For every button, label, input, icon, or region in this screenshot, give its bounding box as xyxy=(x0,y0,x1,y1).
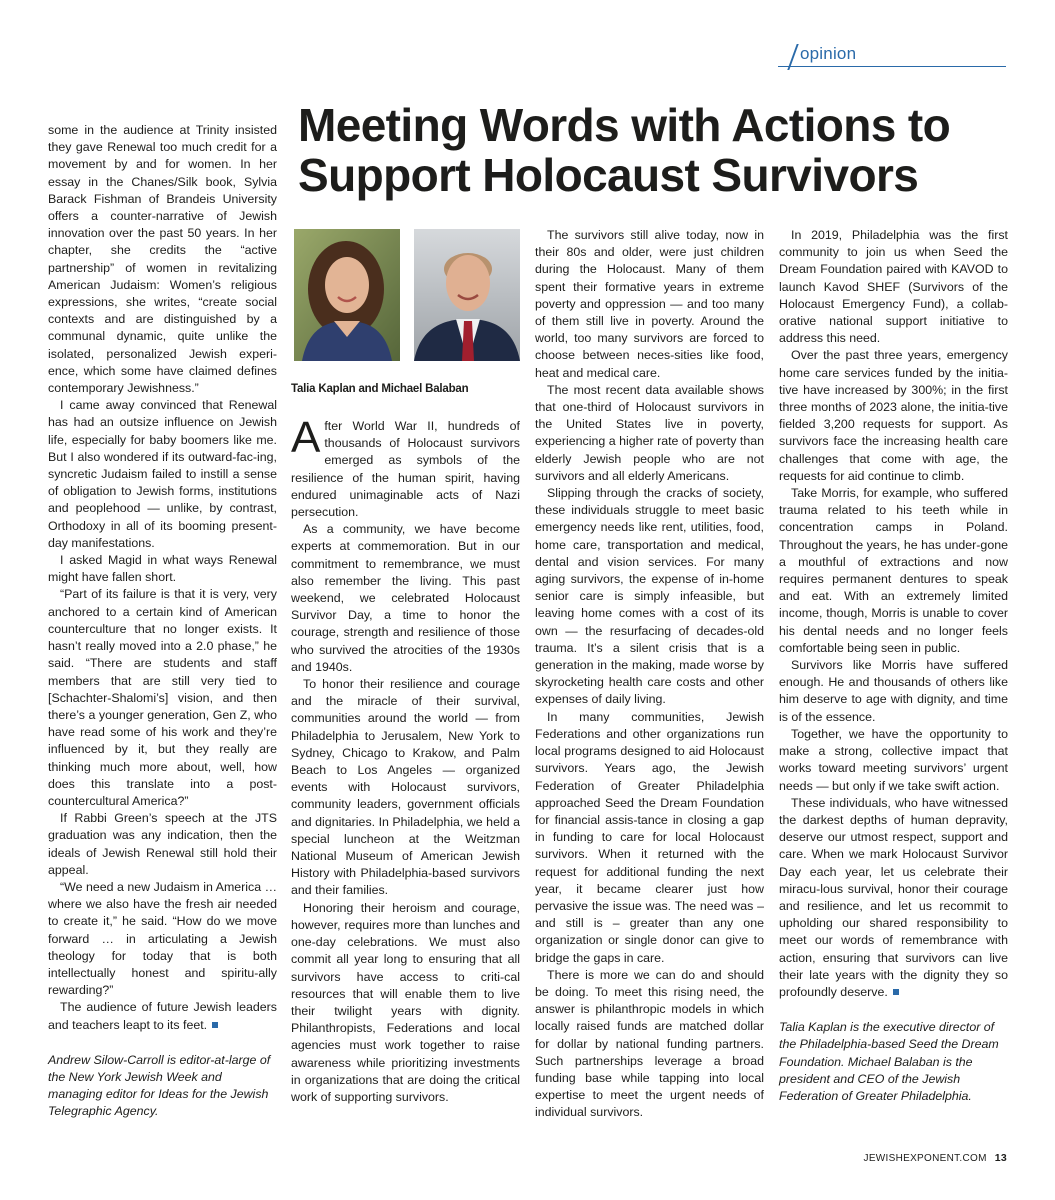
paragraph: Slipping through the cracks of society, these individuals struggle to meet basic emergency needs like rent, utilities, food, home care, transportation and medical, dental and vision services. For many aging survivors, the expense of in-home senior care is simply infeasible, but leaving home comes with a cost of its own — the resurfacing of decades-old trauma. It’s a silent crisis that is a generation in the making, made worse by skyrocketing health care costs and other expenses of daily living. xyxy=(535,486,764,707)
paragraph: The most recent data available shows that one-third of Holocaust survivors in the United States live in poverty, experiencing a higher rate of poverty than elderly Jewish people who are not survivors and all elderly Americans. xyxy=(535,382,764,483)
article-column-2 xyxy=(535,227,764,1122)
page-footer xyxy=(864,1152,1007,1164)
paragraph: I asked Magid in what ways Renewal might have fallen short. xyxy=(48,553,277,585)
paragraph: Honoring their heroism and courage, however, requires more than lunches and one-day celebrations. We must also commit all year long to ensuring that all survivors have access to criti-cal resources that will enable them to live their twilight years with dignity. Philanthropists, Federations and local agencies must work together to raise awareness while prioritizing investments in organizations that are doing the critical work of supporting survivors. xyxy=(291,900,520,1104)
paragraph-text: These individuals, who have witnessed the darkest depths of human depravity, deserve our utmost respect, support and care. When we mark Holocaust Survivor Day each year, let us celebrate their miracu-lous survival, honor their courage and resilience, and let us recommit to upholding our shared responsibility to meet our words of remembrance with action, ensuring that survivors can live their late years with the dignity they so profoundly deserve. xyxy=(779,795,1008,999)
paragraph: I came away convinced that Renewal has had an outsize influence on Jewish life, especially for baby boomers like me. But I also wondered if its outward-fac-ing, syncretic Judaism failed to instill a sense of obligation to Jewish forms, institutions and peoplehood — unlike, by contrast, Orthodoxy in all of its booming present-day manifestations. xyxy=(48,398,277,550)
section-header xyxy=(778,42,1006,70)
lead-paragraph xyxy=(291,413,520,521)
end-mark-icon xyxy=(893,989,899,995)
paragraph: In many communities, Jewish Federations and other organizations run local programs designed to aid Holocaust survivors. Years ago, the Jewish Federation of Greater Philadelphia approached Seed the Dream Foundation for financial assis-tance in closing a gap in funding to care for local Holocaust survivors. When it returned with the request for additional funding the next year, it became clearer just how pervasive the issue was. The need was – and still is – greater than any one organization or single donor can give to bridge the gaps in care. xyxy=(535,709,764,965)
section-label: opinion xyxy=(800,44,857,63)
paragraph: “Part of its failure is that it is very, very anchored to a certain kind of American counterculture that no longer exists. It hasn’t really moved into a 2.0 phase,” he said. “There are students and staff members that are still very tied to [Schachter-Shalomi’s] vision, and then there’s a younger generation, Gen Z, who have read some of his work and they’re influenced by it, but they really are thinking much more about, well, how does this translate into a post-countercultural America?” xyxy=(48,587,277,808)
paragraph: In 2019, Philadelphia was the first community to join us when Seed the Dream Foundation paired with KAVOD to launch Kavod SHEF (Survivors of the Holocaust Emergency Fund), a collab-orative national support initiative to address this need. xyxy=(779,228,1008,346)
photo-caption: Talia Kaplan and Michael Balaban xyxy=(291,383,469,395)
paragraph: “We need a new Judaism in America … where we also have the fresh air needed to create it,” he said. “How do we move forward … in articulating a Jewish theology for today that is both intellectually honest and spiritu-ally rewarding?” xyxy=(48,879,277,998)
paragraph: some in the audience at Trinity insisted they gave Renewal too much credit for a movement by and for women. In her essay in the Chanes/Silk book, Sylvia Barack Fishman of Brandeis University offers a counter-narrative of Jewish innovation over the past 50 years. In her chapter, she credits the “active partnership” of women in revitalizing American Judaism: Women’s religious expressions, she writes, “create social contexts and are distinguished by a communal dynamic, quite unlike the isolated, personalized Jewish experi-ence, which some have claimed defines contemporary Jewishness.” xyxy=(48,123,277,396)
paragraph: Survivors like Morris have suffered enough. He and thousands of others like him deserve to age with dignity, and time is of the essence. xyxy=(779,658,1008,724)
paragraph: Together, we have the opportunity to make a strong, collective impact that works toward meeting survivors’ urgent needs — but only if we take swift action. xyxy=(779,726,1008,793)
paragraph: Take Morris, for example, who suffered trauma related to his teeth while in concentration camps in Poland. Throughout the years, he has under-gone a mouthful of extractions and now requires permanent dentures to speak and eat. With an extremely limited income, though, Morris is unable to cover his dental needs and no longer feels comfortable being seen in public. xyxy=(779,486,1008,655)
site-name: JEWISHEXPONENT.COM xyxy=(863,1153,987,1164)
lead-text: fter World War II, hundreds of thousands of Holocaust survivors emerged as symbols of the resilience of the human spirit, having endured unimaginable acts of Nazi persecution. xyxy=(291,419,520,520)
headline: Meeting Words with Actions to Support Holocaust Survivors xyxy=(298,99,951,201)
page-number: 13 xyxy=(994,1152,1007,1164)
paragraph: If Rabbi Green’s speech at the JTS graduation was any indication, then the ideals of Jewish Renewal still hold their appeal. xyxy=(48,811,277,877)
article-column-3 xyxy=(779,227,1008,1105)
author-bio: Talia Kaplan is the executive director of the Philadelphia-based Seed the Dream Foundation. Michael Balaban is the president and CEO of the Jewish Federation of Greater Philadelphia. xyxy=(779,1020,999,1103)
paragraph-last xyxy=(779,795,1008,1001)
paragraph-last xyxy=(48,999,277,1033)
end-mark-icon xyxy=(212,1022,218,1028)
paragraph: Over the past three years, emergency home care services funded by the initia-tive have increased by 300%; in the first three months of 2023 alone, the initia-tive fielded 3,200 requests for support. As survivors face the increasing health care challenges that come with age, the requests for aid continue to climb. xyxy=(779,348,1008,483)
paragraph: As a community, we have become experts at commemoration. But in our commitment to remembrance, we must also remember the living. This past weekend, we celebrated Holocaust Survivor Day, a time to honor the courage, strength and resilience of those who survived the atrocities of the 1930s and 1940s. xyxy=(291,522,520,674)
author-bio: Andrew Silow-Carroll is editor-at-large of the New York Jewish Week and managing editor for Ideas for the Jewish Telegraphic Agency. xyxy=(48,1052,271,1119)
section-rule xyxy=(778,66,1006,67)
paragraph: There is more we can do and should be doing. To meet this rising need, the answer is philanthropic models in which locally raised funds are matched dollar for dollar by national funding partners. Such partnerships leverage a broad funding base while tapping into local expertise to meet the urgent needs of individual survivors. xyxy=(535,967,764,1120)
paragraph: The survivors still alive today, now in their 80s and older, were just children during the Holocaust. Many of them spent their formative years in extreme poverty and oppression — and too many of them still live in poverty. Around the world, too many survivors are forced to choose between neces-sities like food, heat and medical care. xyxy=(535,228,764,380)
drop-cap: A xyxy=(291,413,321,462)
paragraph-text: The audience of future Jewish leaders and teachers leapt to its feet. xyxy=(48,1000,277,1032)
article-column-1 xyxy=(291,413,520,1106)
photo-michael-balaban xyxy=(414,229,520,361)
photo-talia-kaplan xyxy=(294,229,400,361)
paragraph: To honor their resilience and courage and the miracle of their survival, communities around the world — from Philadelphia to Jerusalem, New York to Sydney, Chicago to Krakow, and Palm Beach to Los Angeles — organized events with Holocaust survivors, community leaders, government officials and dignitaries. In Philadelphia, we held a special luncheon at the Weitzman National Museum of American Jewish History with Philadelphia-based survivors and their families. xyxy=(291,677,520,898)
previous-article-column xyxy=(48,122,277,1121)
